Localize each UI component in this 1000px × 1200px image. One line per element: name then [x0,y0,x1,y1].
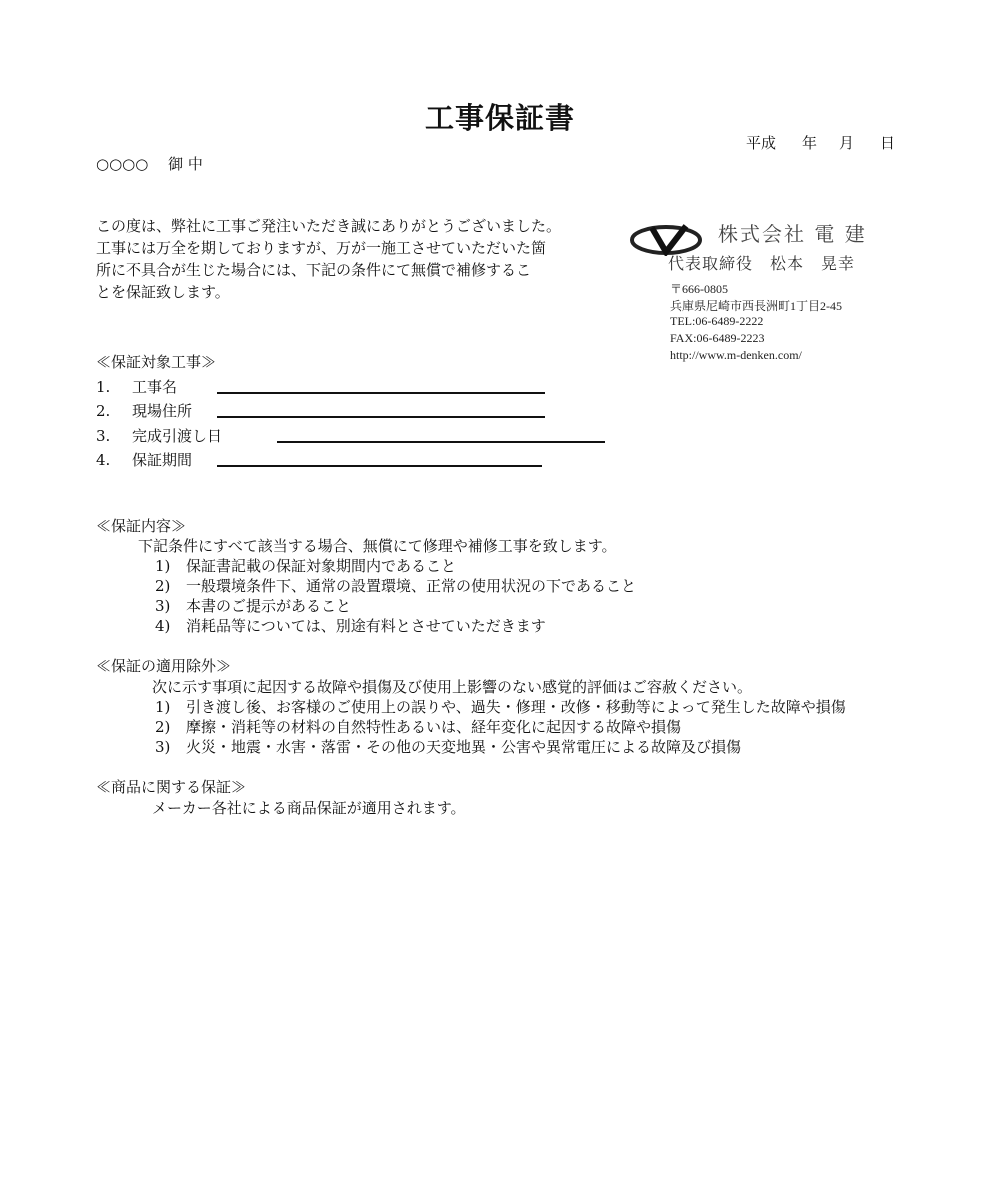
target-item-num: 1. [96,378,111,396]
target-heading: ≪保証対象工事≫ [96,353,217,371]
intro-line: 工事には万全を期しておりますが、万が一施工させていただいた箇 [96,239,547,257]
content-item [155,595,351,616]
company-postal: 〒666-0805 [670,282,728,296]
intro-paragraph [96,215,566,303]
target-item-label: 保証期間 [132,451,193,469]
date-month: 月 [839,134,855,152]
target-item-period [96,449,192,470]
company-url: http://www.m-denken.com/ [670,348,802,362]
content-item-num: 1) [155,557,171,575]
company-address: 兵庫県尼崎市西長洲町1丁目2-45 [670,299,842,313]
exclusion-item-num: 3) [155,738,171,756]
date-day: 日 [880,134,896,152]
exclusion-item-text: 火災・地震・水害・落雷・その他の天変地異・公害や異常電圧による故障及び損傷 [186,738,742,756]
addressee: ○○○○ 御 中 [96,155,203,173]
content-item-text: 本書のご提示があること [186,597,352,615]
exclusion-item [155,736,741,757]
fill-in-line [277,441,605,443]
target-item-label: 現場住所 [132,402,193,420]
exclusion-item-num: 1) [155,698,171,716]
date-era: 平成 [746,134,777,152]
company-tel: TEL:06-6489-2222 [670,314,764,328]
target-item-num: 3. [96,427,111,445]
target-item-num: 2. [96,402,111,420]
date-year: 年 [802,134,818,152]
exclusion-item [155,696,846,717]
content-item-text: 保証書記載の保証対象期間内であること [186,557,457,575]
target-item-completion-date [96,425,222,446]
content-heading: ≪保証内容≫ [96,517,187,535]
fill-in-line [217,416,545,418]
content-lead: 下記条件にすべて該当する場合、無償にて修理や補修工事を致します。 [138,537,617,555]
content-item [155,575,636,596]
content-item-num: 3) [155,597,171,615]
target-item-name [96,376,177,397]
fill-in-line [217,392,545,394]
content-item-text: 一般環境条件下、通常の設置環境、正常の使用状況の下であること [186,577,637,595]
target-item-label: 工事名 [132,378,178,396]
product-heading: ≪商品に関する保証≫ [96,778,247,796]
page-title: 工事保証書 [424,101,575,135]
company-name: 株式会社 電 建 [718,222,867,246]
intro-line: とを保証致します。 [96,283,230,301]
company-block [630,218,910,368]
intro-line: この度は、弊社に工事ご発注いただき誠にありがとうございました。 [96,217,562,235]
target-item-num: 4. [96,451,111,469]
content-item-num: 2) [155,577,171,595]
product-text: メーカー各社による商品保証が適用されます。 [152,799,466,817]
company-representative: 代表取締役 松本 晃幸 [668,254,856,273]
issue-date [746,132,895,153]
content-item [155,615,546,636]
company-fax: FAX:06-6489-2223 [670,331,765,345]
exclusion-item-text: 摩擦・消耗等の材料の自然特性あるいは、経年変化に起因する故障や損傷 [186,718,682,736]
exclusion-item-text: 引き渡し後、お客様のご使用上の誤りや、過失・修理・改修・移動等によって発生した故障や損傷 [186,698,846,716]
content-item-text: 消耗品等については、別途有料とさせていただきます [186,617,546,635]
target-item-address [96,400,192,421]
fill-in-line [217,465,542,467]
content-item [155,555,456,576]
exclusions-heading: ≪保証の適用除外≫ [96,657,232,675]
target-item-label: 完成引渡し日 [132,427,223,445]
intro-line: 所に不具合が生じた場合には、下記の条件にて無償で補修するこ [96,261,532,279]
exclusion-item-num: 2) [155,718,171,736]
content-item-num: 4) [155,617,171,635]
exclusion-item [155,716,681,737]
exclusions-lead: 次に示す事項に起因する故障や損傷及び使用上影響のない感覚的評価はご容赦ください。 [152,678,753,696]
